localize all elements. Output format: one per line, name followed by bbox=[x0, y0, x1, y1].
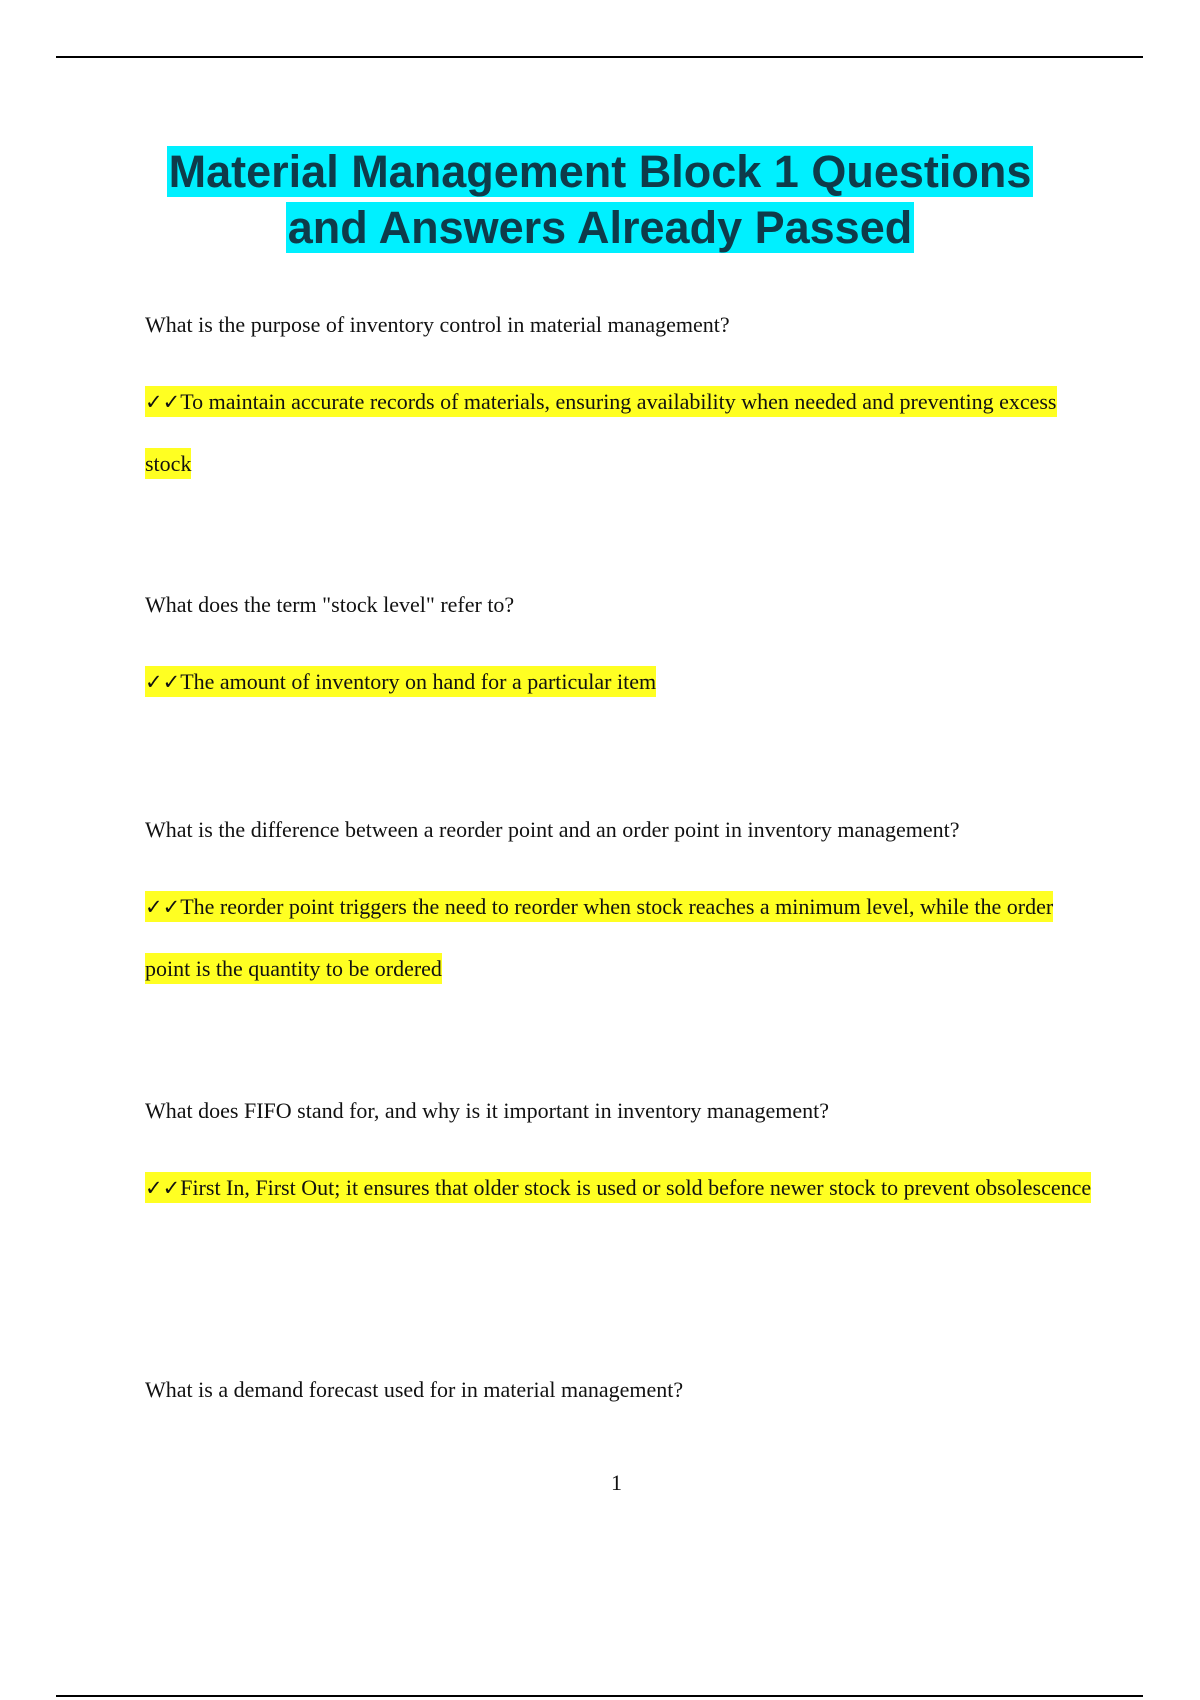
answer-2-highlight bbox=[145, 666, 656, 697]
question-5: What is a demand forecast used for in material management? bbox=[145, 1377, 684, 1402]
double-check-icon: ✓✓ bbox=[145, 670, 181, 694]
page-number: 1 bbox=[611, 1470, 622, 1495]
answer-2-text: The amount of inventory on hand for a particular item bbox=[180, 669, 657, 694]
qa-item-3 bbox=[145, 815, 1095, 999]
question-1: What is the purpose of inventory control in material management? bbox=[145, 312, 730, 337]
answer-4-highlight bbox=[145, 1172, 1091, 1203]
qa-item-1 bbox=[145, 310, 1095, 494]
title-line-2: and Answers Already Passed bbox=[287, 202, 913, 253]
title-line-1: Material Management Block 1 Questions bbox=[168, 146, 1032, 197]
answer-1-highlight bbox=[145, 386, 1057, 479]
bottom-rule bbox=[56, 1695, 1143, 1697]
question-4: What does FIFO stand for, and why is it important in inventory management? bbox=[145, 1098, 830, 1123]
double-check-icon: ✓✓ bbox=[145, 390, 181, 414]
answer-3-highlight bbox=[145, 891, 1053, 984]
qa-item-2 bbox=[145, 590, 1095, 713]
question-2: What does the term "stock level" refer to? bbox=[145, 592, 515, 617]
answer-3-text: The reorder point triggers the need to reorder when stock reaches a minimum level, while the order point is the quantity to be ordered bbox=[145, 894, 1054, 981]
answer-4 bbox=[145, 1157, 1095, 1219]
answer-4-text: First In, First Out; it ensures that older stock is used or sold before newer stock to prevent obsolescence bbox=[180, 1175, 1092, 1200]
document-title bbox=[100, 144, 1100, 256]
double-check-icon: ✓✓ bbox=[145, 895, 181, 919]
answer-2 bbox=[145, 651, 1095, 713]
question-3: What is the difference between a reorder point and an order point in inventory management? bbox=[145, 817, 960, 842]
answer-3 bbox=[145, 876, 1095, 999]
answer-1-text: To maintain accurate records of materials, ensuring availability when needed and preventing excess stock bbox=[145, 389, 1057, 476]
qa-item-5 bbox=[145, 1375, 1095, 1405]
double-check-icon: ✓✓ bbox=[145, 1176, 181, 1200]
qa-item-4 bbox=[145, 1096, 1095, 1219]
answer-1 bbox=[145, 371, 1095, 494]
top-rule bbox=[56, 56, 1143, 58]
